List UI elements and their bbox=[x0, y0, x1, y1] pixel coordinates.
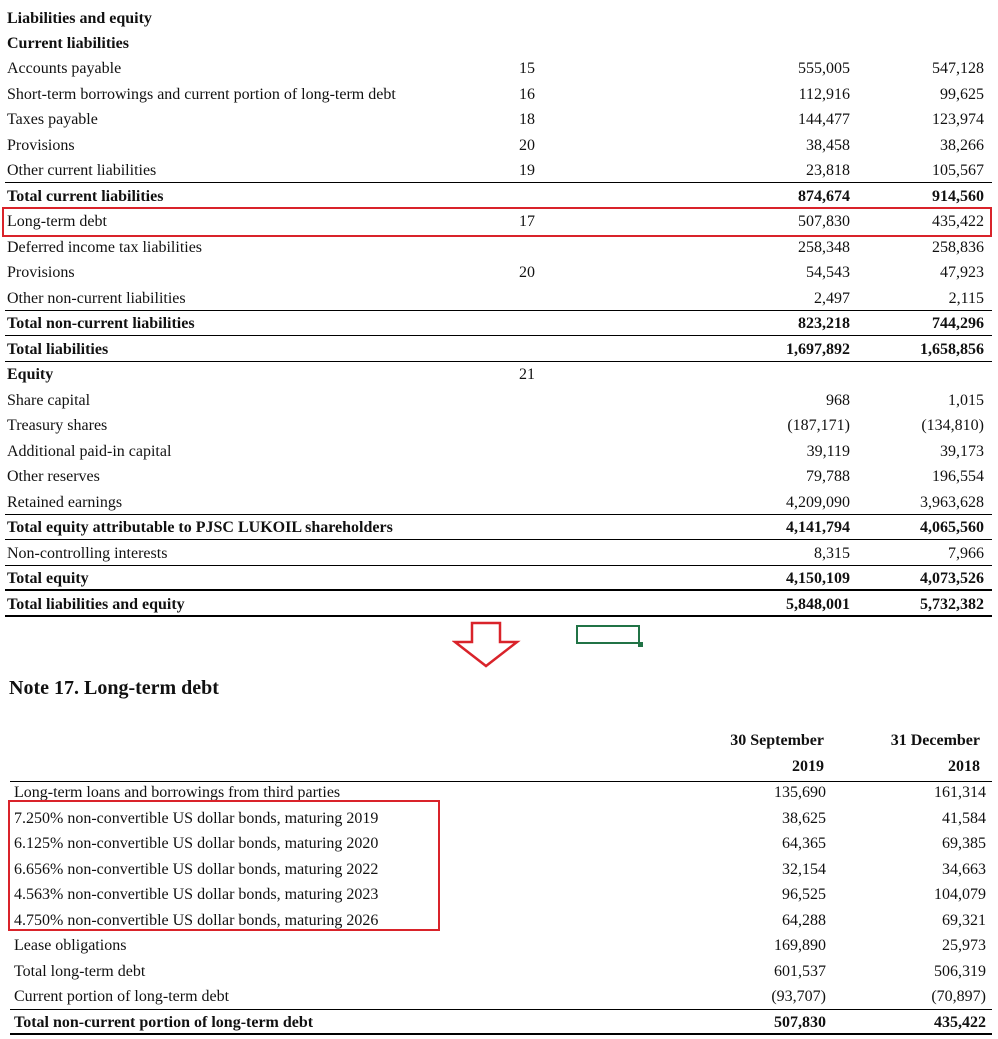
row-value-2019: 874,674 bbox=[798, 187, 850, 205]
row-value-2019: 79,788 bbox=[806, 468, 850, 485]
row-value-2018: 99,625 bbox=[940, 85, 984, 103]
row-value-2018: 161,314 bbox=[934, 784, 986, 801]
current-liabilities-heading-row bbox=[5, 31, 992, 56]
balance-sheet-row bbox=[5, 362, 992, 387]
row-value-2018: 506,319 bbox=[934, 962, 986, 980]
row-label: Total equity attributable to PJSC LUKOIL shareholders bbox=[7, 519, 393, 536]
row-label: Other non-current liabilities bbox=[7, 289, 186, 307]
row-value-2018: 7,966 bbox=[948, 544, 984, 562]
row-value-2018: 41,584 bbox=[942, 809, 986, 827]
row-note: 20 bbox=[519, 264, 535, 281]
row-value-2018: 3,963,628 bbox=[920, 493, 984, 511]
row-label: Taxes payable bbox=[7, 111, 98, 128]
cell-cursor bbox=[576, 625, 640, 644]
row-value-2018: 47,923 bbox=[940, 264, 984, 281]
row-value-2019: 4,209,090 bbox=[786, 493, 850, 511]
note17-title: Note 17. Long-term debt bbox=[9, 677, 219, 699]
row-label: Deferred income tax liabilities bbox=[7, 238, 203, 256]
balance-sheet-row bbox=[5, 158, 992, 183]
row-value-2019: 555,005 bbox=[798, 60, 850, 77]
row-value-2018: 38,266 bbox=[940, 136, 984, 154]
row-value-2019: 23,818 bbox=[806, 162, 850, 179]
row-value-2018: 34,663 bbox=[942, 860, 986, 878]
row-value-2019: 5,848,001 bbox=[786, 595, 850, 613]
row-value-2019: 38,625 bbox=[782, 809, 826, 827]
row-value-2018: 2,115 bbox=[948, 289, 984, 307]
row-label: 6.656% non-convertible US dollar bonds, maturing 2022 bbox=[14, 860, 379, 878]
row-label: Provisions bbox=[7, 136, 75, 154]
row-note: 15 bbox=[519, 60, 535, 77]
balance-sheet-row bbox=[5, 286, 992, 311]
row-note: 19 bbox=[519, 162, 535, 179]
row-value-2018: 25,973 bbox=[942, 937, 986, 954]
row-value-2018: 1,658,856 bbox=[920, 340, 984, 358]
row-value-2018: 1,015 bbox=[948, 391, 984, 409]
note17-row bbox=[10, 984, 992, 1010]
row-value-2019: 823,218 bbox=[798, 315, 850, 332]
row-label: Long-term loans and borrowings from third parties bbox=[14, 784, 341, 801]
row-value-2019: 32,154 bbox=[782, 860, 826, 878]
row-value-2019: 4,141,794 bbox=[786, 519, 850, 536]
balance-sheet-row bbox=[5, 413, 992, 438]
row-value-2019: 8,315 bbox=[814, 544, 850, 562]
row-label: Other reserves bbox=[7, 468, 100, 485]
row-value-2019: 601,537 bbox=[774, 962, 826, 980]
row-label: Long-term debt bbox=[7, 213, 107, 230]
row-label: 4.563% non-convertible US dollar bonds, maturing 2023 bbox=[14, 886, 379, 903]
row-label: 6.125% non-convertible US dollar bonds, maturing 2020 bbox=[14, 835, 379, 852]
row-label: Current portion of long-term debt bbox=[14, 988, 230, 1005]
row-value-2019: 169,890 bbox=[774, 937, 826, 954]
row-value-2019: 39,119 bbox=[806, 442, 850, 460]
row-value-2018: 435,422 bbox=[932, 213, 984, 230]
row-value-2019: 64,288 bbox=[782, 911, 826, 929]
row-label: Total non-current liabilities bbox=[7, 315, 195, 332]
row-label: Accounts payable bbox=[7, 60, 122, 77]
row-value-2019: 54,543 bbox=[806, 264, 850, 281]
row-note: 20 bbox=[519, 136, 535, 154]
row-label: Total long-term debt bbox=[14, 962, 146, 980]
row-note: 18 bbox=[519, 111, 535, 128]
row-value-2019: 4,150,109 bbox=[786, 570, 850, 587]
row-value-2019: (93,707) bbox=[771, 988, 826, 1005]
col2-header-line1: 31 December bbox=[890, 732, 980, 749]
row-value-2018: 4,073,526 bbox=[920, 570, 984, 587]
balance-sheet-row bbox=[5, 82, 992, 107]
row-value-2018: 5,732,382 bbox=[920, 595, 984, 613]
row-label: 4.750% non-convertible US dollar bonds, maturing 2026 bbox=[14, 911, 379, 929]
balance-sheet-row bbox=[5, 566, 992, 591]
balance-sheet-row bbox=[5, 107, 992, 132]
row-value-2019: 258,348 bbox=[798, 238, 850, 256]
row-label: Total liabilities bbox=[7, 340, 109, 358]
row-note: 16 bbox=[519, 85, 535, 103]
row-value-2018: 39,173 bbox=[940, 442, 984, 460]
col2-header-line2: 2018 bbox=[948, 758, 980, 775]
row-value-2018: 105,567 bbox=[932, 162, 984, 179]
row-value-2019: 96,525 bbox=[782, 886, 826, 903]
row-label: Lease obligations bbox=[14, 937, 127, 954]
row-value-2019: 135,690 bbox=[774, 784, 826, 801]
row-label: Additional paid-in capital bbox=[7, 442, 172, 460]
row-label: Equity bbox=[7, 366, 54, 383]
row-value-2019: 968 bbox=[826, 391, 850, 409]
row-value-2019: (187,171) bbox=[787, 417, 850, 434]
col1-header-line1: 30 September bbox=[730, 732, 824, 749]
row-value-2019: 507,830 bbox=[774, 1013, 826, 1031]
row-value-2019: 144,477 bbox=[798, 111, 850, 128]
row-value-2018: 123,974 bbox=[932, 111, 984, 128]
down-arrow-icon bbox=[452, 620, 522, 670]
long-term-debt-highlight bbox=[2, 207, 992, 237]
note17-row bbox=[10, 933, 992, 959]
balance-sheet-row bbox=[5, 464, 992, 489]
note17-row bbox=[10, 959, 992, 985]
balance-sheet-row bbox=[5, 133, 992, 158]
balance-sheet-row bbox=[5, 235, 992, 260]
row-label: Total equity bbox=[7, 570, 89, 587]
row-label: Provisions bbox=[7, 264, 75, 281]
row-label: Other current liabilities bbox=[7, 162, 157, 179]
balance-sheet-row bbox=[5, 56, 992, 81]
note17-row bbox=[10, 1010, 992, 1036]
row-value-2018: 104,079 bbox=[934, 886, 986, 903]
row-value-2018: 258,836 bbox=[932, 238, 984, 256]
row-note: 17 bbox=[519, 213, 535, 230]
balance-sheet-row bbox=[5, 439, 992, 464]
row-value-2018: 4,065,560 bbox=[920, 519, 984, 536]
balance-sheet-row bbox=[5, 260, 992, 285]
balance-sheet-row bbox=[5, 184, 992, 209]
row-value-2018: (134,810) bbox=[921, 417, 984, 434]
current-liabilities-heading: Current liabilities bbox=[7, 35, 129, 52]
row-label: Retained earnings bbox=[7, 493, 123, 511]
row-value-2019: 507,830 bbox=[798, 213, 850, 230]
row-note: 21 bbox=[519, 366, 535, 383]
balance-sheet-row bbox=[5, 541, 992, 566]
bonds-highlight bbox=[8, 800, 440, 931]
balance-sheet-row bbox=[5, 490, 992, 515]
row-label: 7.250% non-convertible US dollar bonds, maturing 2019 bbox=[14, 809, 379, 827]
row-label: Total liabilities and equity bbox=[7, 595, 185, 613]
row-value-2019: 112,916 bbox=[798, 85, 850, 103]
col1-header-line2: 2019 bbox=[792, 758, 824, 775]
row-value-2018: 69,385 bbox=[942, 835, 986, 852]
row-value-2019: 2,497 bbox=[814, 289, 850, 307]
row-value-2018: 547,128 bbox=[932, 60, 984, 77]
liabilities-equity-heading-row bbox=[5, 6, 992, 31]
row-label: Short-term borrowings and current portion of long-term debt bbox=[7, 85, 396, 103]
cell-fill-handle bbox=[638, 642, 643, 647]
row-label: Total non-current portion of long-term debt bbox=[14, 1013, 314, 1031]
row-value-2019: 64,365 bbox=[782, 835, 826, 852]
row-value-2018: 69,321 bbox=[942, 911, 986, 929]
row-label: Treasury shares bbox=[7, 417, 108, 434]
balance-sheet-row bbox=[5, 515, 992, 540]
row-value-2018: 914,560 bbox=[932, 187, 984, 205]
row-value-2019: 1,697,892 bbox=[786, 340, 850, 358]
liabilities-equity-heading: Liabilities and equity bbox=[7, 10, 152, 27]
row-value-2019: 38,458 bbox=[806, 136, 850, 154]
balance-sheet-row bbox=[5, 388, 992, 413]
balance-sheet-row bbox=[5, 592, 992, 617]
row-value-2018: 196,554 bbox=[932, 468, 984, 485]
row-value-2018: 435,422 bbox=[934, 1013, 986, 1031]
balance-sheet-row bbox=[5, 337, 992, 362]
row-value-2018: 744,296 bbox=[932, 315, 984, 332]
row-label: Total current liabilities bbox=[7, 187, 164, 205]
row-label: Share capital bbox=[7, 391, 91, 409]
row-value-2018: (70,897) bbox=[931, 988, 986, 1005]
row-label: Non-controlling interests bbox=[7, 544, 168, 562]
balance-sheet-row bbox=[5, 311, 992, 336]
